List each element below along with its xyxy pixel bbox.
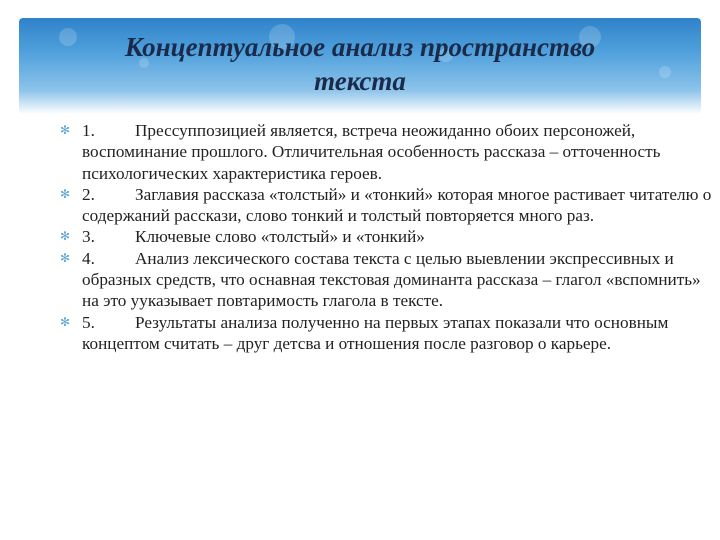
item-number: 4. (82, 248, 95, 268)
slide-title-line-2: текста (314, 66, 406, 96)
list-item (59, 226, 712, 247)
asterisk-bullet-icon: ✻ (59, 229, 71, 244)
item-text: Ключевые слово «толстый» и «тонкий» (135, 227, 425, 247)
list-item (59, 184, 712, 227)
slide-title (19, 30, 701, 98)
item-number: 5. (82, 312, 95, 332)
item-text: Заглавия рассказа «толстый» и «тонкий» которая многое растивает читателю о содержаний расскази, слово тонкий и толстый повторяется много раз. (82, 184, 712, 226)
slide-title-line-1: Концептуальное анализ пространство (124, 32, 596, 62)
asterisk-bullet-icon: ✻ (59, 314, 71, 329)
list-item (59, 312, 712, 355)
asterisk-bullet-icon: ✻ (59, 123, 71, 137)
item-text: Результаты анализа полученно на первых этапах показали что основным концептом считать – друг детсва и отношения после разговор о карьере. (82, 312, 669, 353)
list-item (59, 120, 712, 184)
item-number: 1. (82, 121, 95, 140)
item-number: 2. (82, 184, 95, 204)
item-number: 3. (82, 227, 95, 247)
asterisk-bullet-icon: ✻ (59, 186, 71, 201)
asterisk-bullet-icon: ✻ (59, 250, 71, 265)
item-text: Прессуппозицией является, встреча неожиданно обоих персоножей, воспоминание прошлого. Отличительная особенность рассказа – отточенность психологических характеристика героев. (82, 121, 661, 183)
item-text: Анализ лексического состава текста с целью выевлении экспрессивных и образных средств, что оснавная текстовая доминанта рассказа – глагол «вспомнить» на это ууказывает повтаримость глагола в тексте. (82, 248, 701, 311)
bullet-list (59, 120, 712, 354)
list-item (59, 248, 712, 312)
